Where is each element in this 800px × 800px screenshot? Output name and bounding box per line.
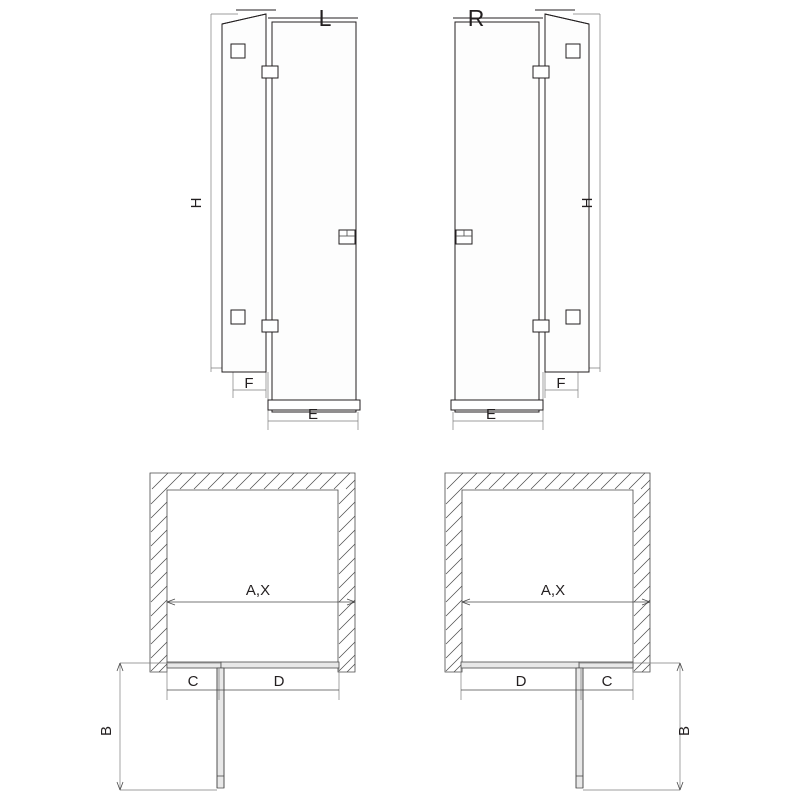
label-opening-right: A,X [540,582,566,599]
label-projection-right: B [676,725,693,737]
wall-hatch-icon [339,488,355,672]
right-door-bottom-rail [451,400,543,410]
label-door-right: E [485,406,497,423]
wall-outline-left [150,473,355,672]
hinge-icon [231,310,245,324]
label-fixed-width-left: C [187,673,199,690]
elevation-left-group [188,5,360,430]
elevation-right-group [451,5,600,430]
label-opening-left: A,X [245,582,271,599]
wall-hatch-icon [634,488,650,672]
label-height-right: H [579,197,596,209]
plan-left-group [98,473,355,790]
label-door-width-right: D [515,673,527,690]
hinge-icon [262,320,278,332]
door-handle-icon [339,230,355,244]
hinge-icon [533,320,549,332]
label-height-left: H [188,197,205,209]
dimension-opening-left [167,599,355,605]
dimension-opening-right [462,599,650,605]
label-fixed-right: F [556,375,566,392]
label-projection-left: B [98,725,115,737]
label-left-view: L [318,5,332,31]
hinge-icon [231,44,245,58]
plan-right-door-swing [576,668,583,788]
dimension-projection-right [579,663,683,790]
hinge-icon [566,310,580,324]
right-door-glass-panel [455,22,539,412]
plan-right-group [445,473,693,790]
hinge-icon [533,66,549,78]
wall-hatch-icon [447,473,650,489]
plan-left-door-panel [221,662,339,668]
plan-left-door-swing [217,668,224,788]
wall-hatch-icon [446,488,462,672]
hinge-icon [262,66,278,78]
label-door-width-left: D [273,673,285,690]
left-door-glass-panel [272,22,356,412]
label-fixed-width-right: C [601,673,613,690]
door-handle-icon [456,230,472,244]
wall-hatch-icon [151,488,167,672]
plan-right-door-panel [461,662,579,668]
label-right-view: R [467,5,485,31]
wall-hatch-icon [152,473,355,489]
label-fixed-left: F [244,375,254,392]
hinge-icon [566,44,580,58]
wall-outline-right [445,473,650,672]
label-door-left: E [307,406,319,423]
dimension-projection-left [117,663,221,790]
